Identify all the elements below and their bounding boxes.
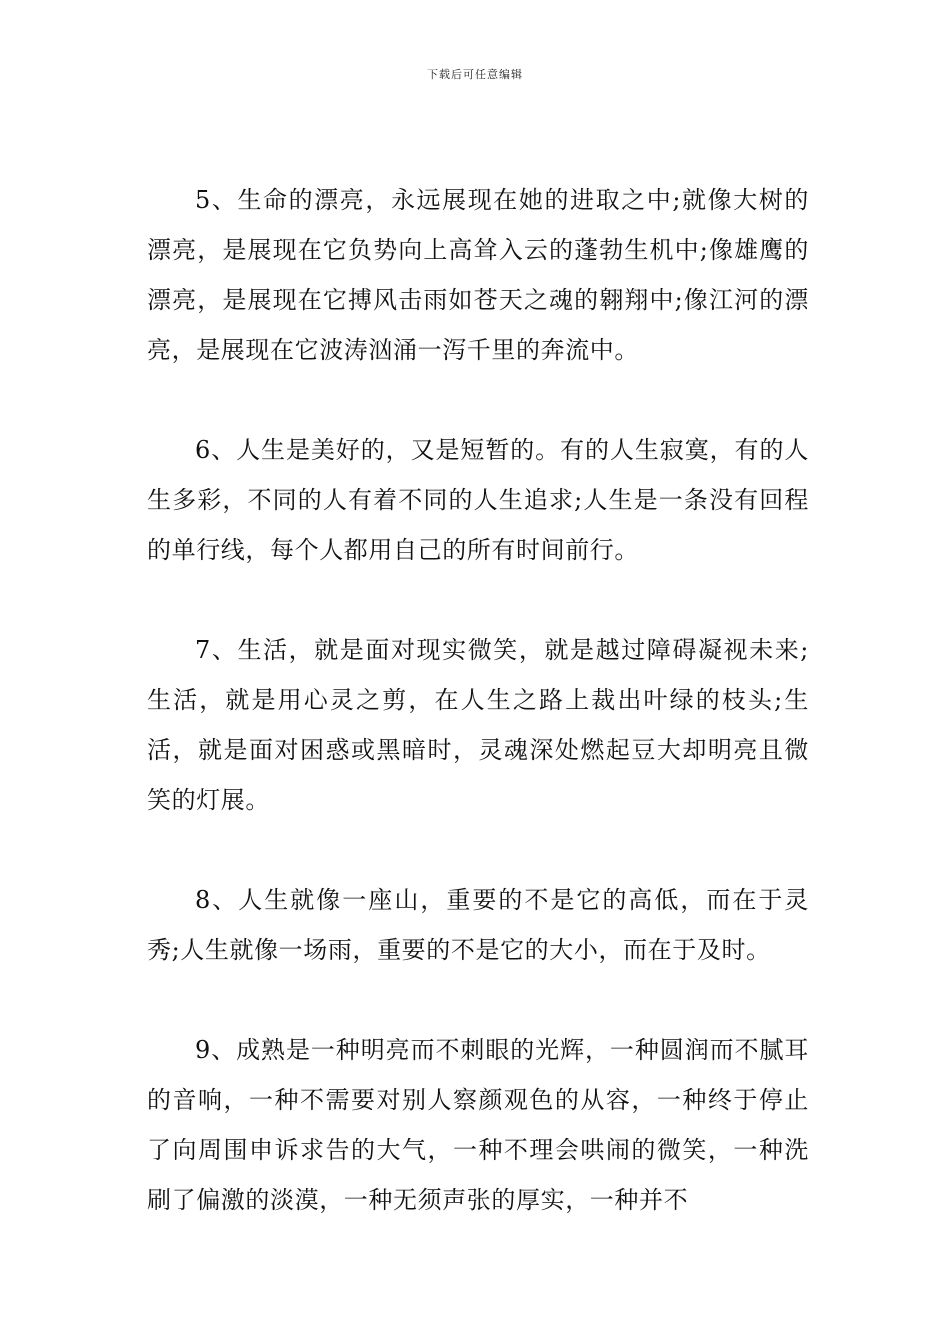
paragraph-6: 6、人生是美好的，又是短暂的。有的人生寂寞，有的人生多彩，不同的人有着不同的人生追求;人生是一条没有回程的单行线，每个人都用自己的所有时间前行。 xyxy=(147,436,809,564)
paragraph-5: 5、生命的漂亮，永远展现在她的进取之中;就像大树的漂亮，是展现在它负势向上高耸入云的蓬勃生机中;像雄鹰的漂亮，是展现在它搏风击雨如苍天之魂的翱翔中;像江河的漂亮，是展现在它波涛汹涌一泻千里的奔流中。 xyxy=(147,186,809,364)
paragraph-8: 8、人生就像一座山，重要的不是它的高低，而在于灵秀;人生就像一场雨，重要的不是它的大小，而在于及时。 xyxy=(147,886,809,964)
document-body xyxy=(147,175,809,1275)
page-header: 下载后可任意编辑 xyxy=(427,68,523,81)
paragraph-9: 9、成熟是一种明亮而不刺眼的光辉，一种圆润而不腻耳的音响，一种不需要对别人察颜观色的从容，一种终于停止了向周围申诉求告的大气，一种不理会哄闹的微笑，一种洗刷了偏激的淡漠，一种无须声张的厚实，一种并不 xyxy=(147,1036,809,1214)
paragraph-7: 7、生活，就是面对现实微笑，就是越过障碍凝视未来;生活，就是用心灵之剪，在人生之路上裁出叶绿的枝头;生活，就是面对困惑或黑暗时，灵魂深处燃起豆大却明亮且微笑的灯展。 xyxy=(147,636,809,814)
